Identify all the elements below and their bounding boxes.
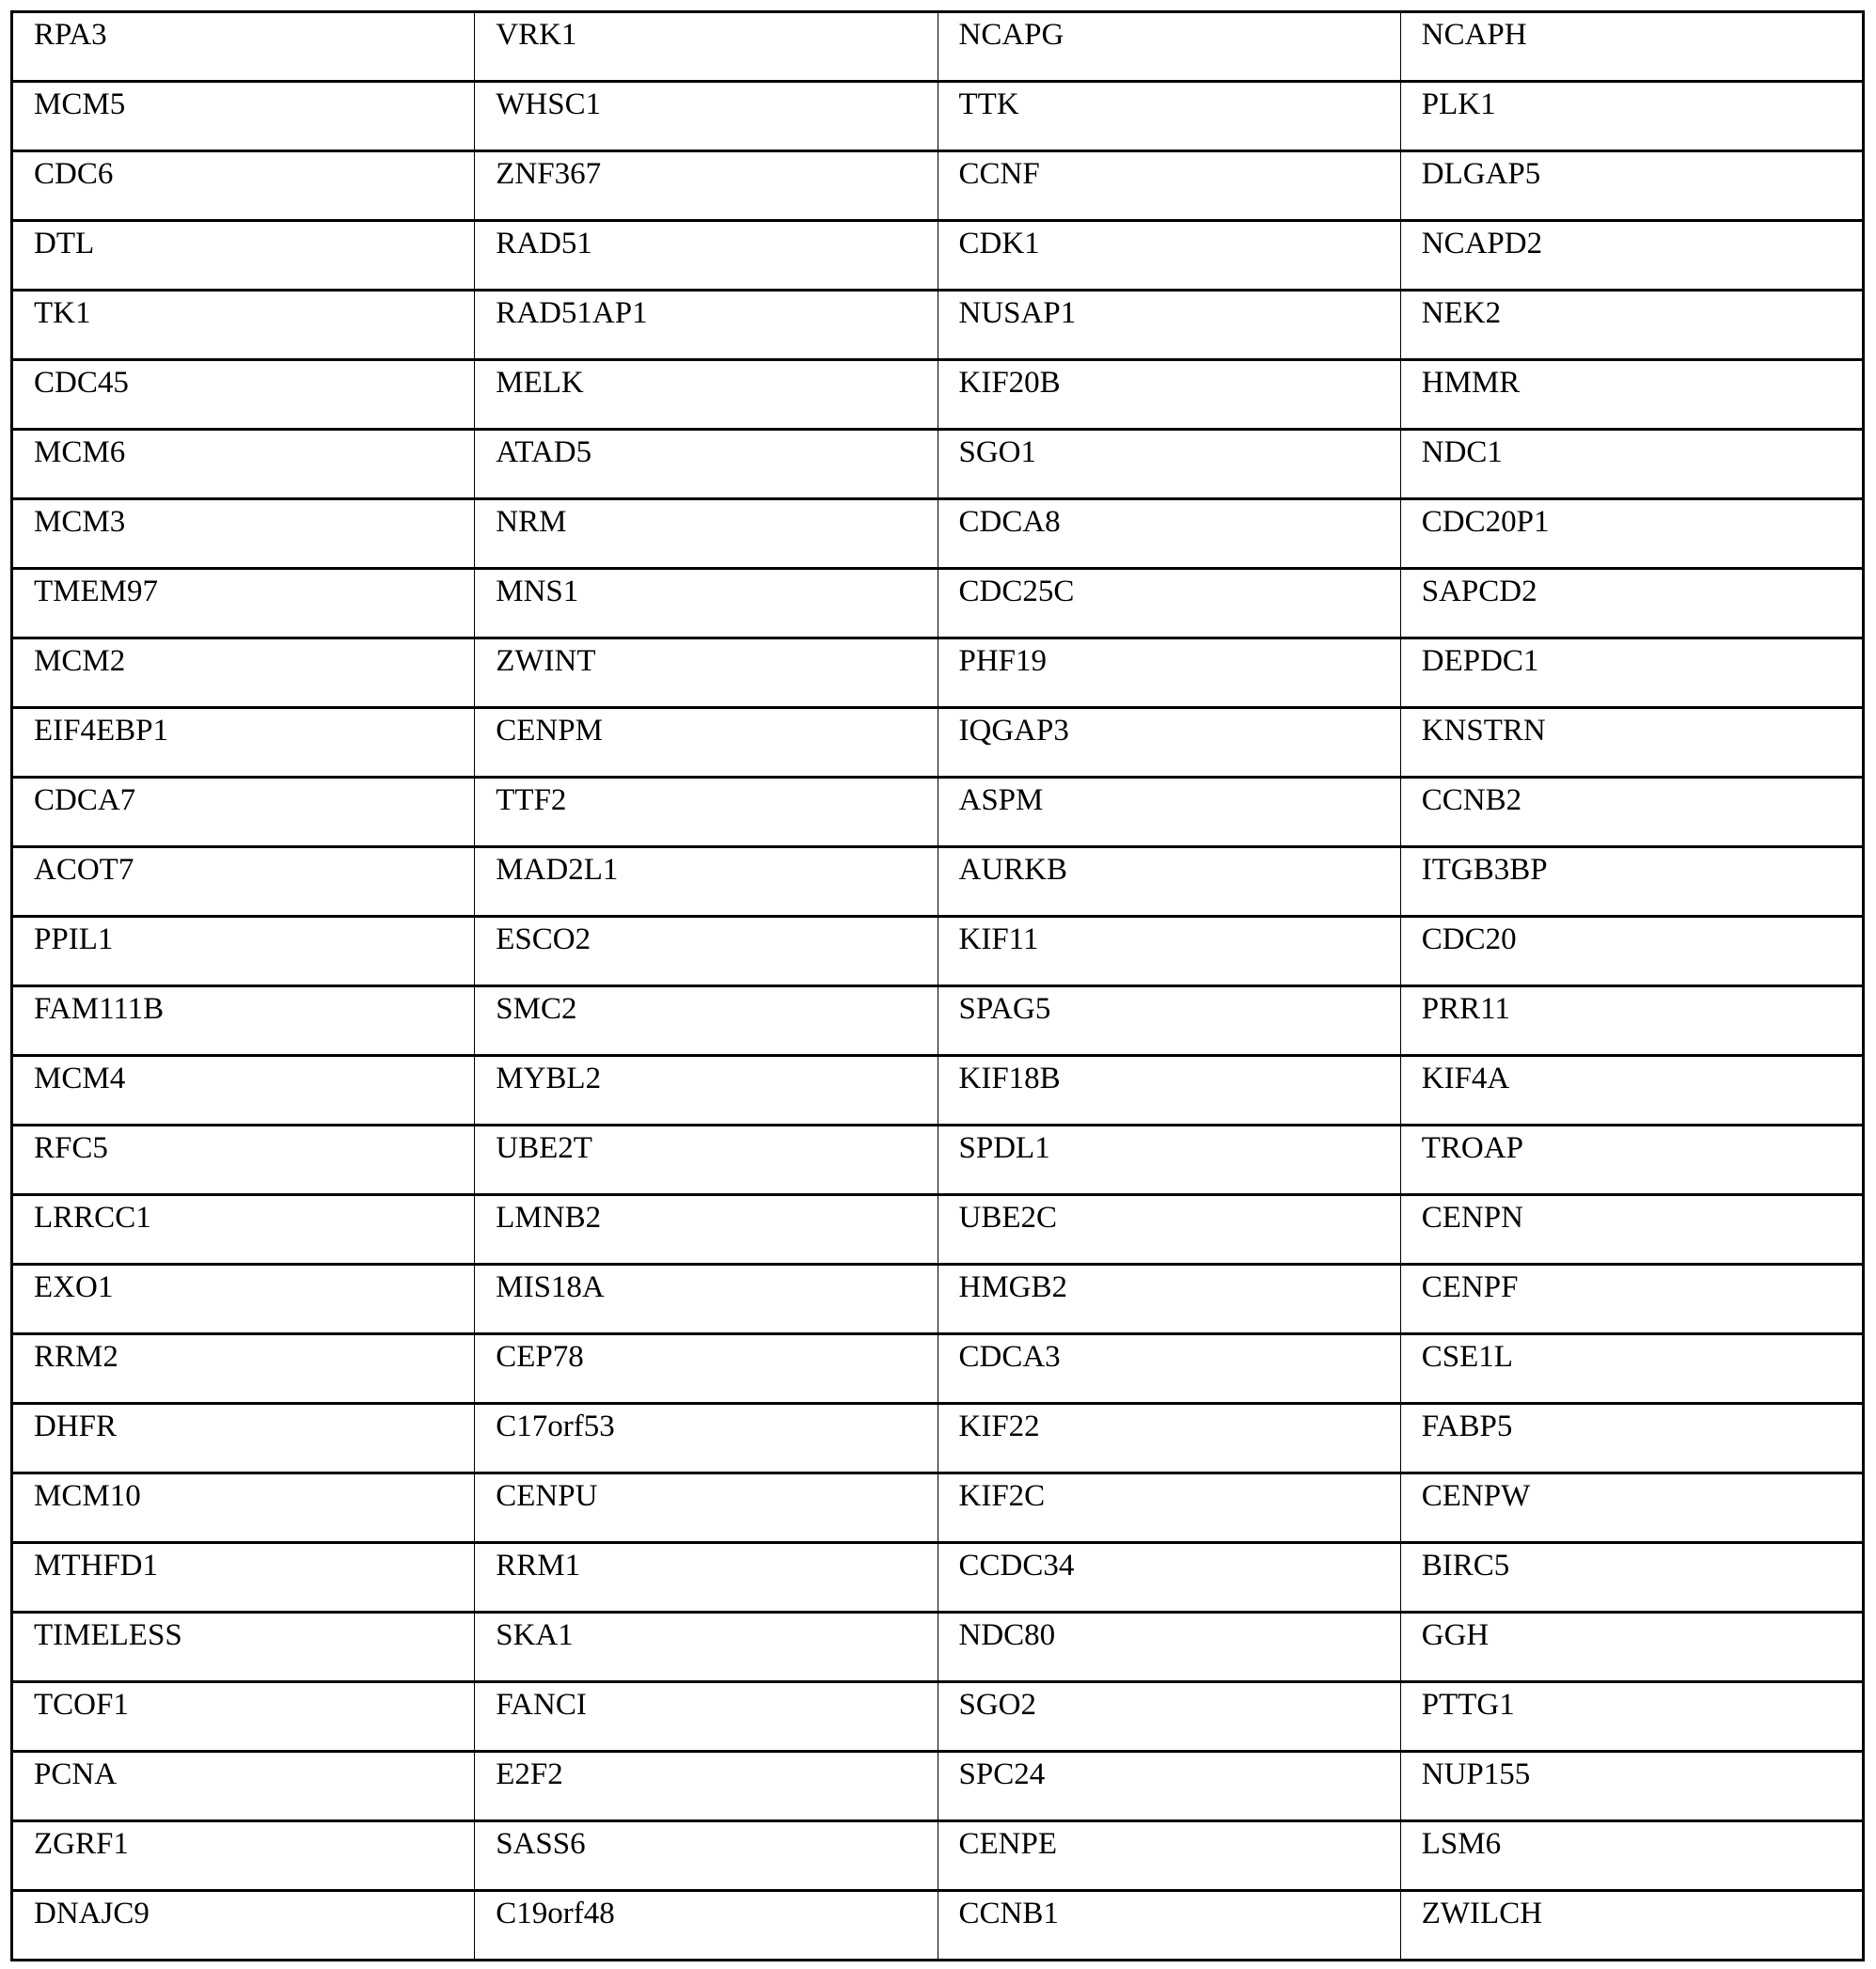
- table-cell: NDC1: [1400, 430, 1863, 499]
- table-cell: PHF19: [938, 638, 1400, 708]
- table-cell: TIMELESS: [12, 1613, 475, 1682]
- table-row: [12, 1334, 1864, 1404]
- table-row: [12, 986, 1864, 1056]
- table-cell: NUP155: [1400, 1752, 1863, 1821]
- table-cell: SPAG5: [938, 986, 1400, 1056]
- table-cell: SGO2: [938, 1682, 1400, 1752]
- table-cell: ZNF367: [475, 151, 938, 221]
- table-cell: CEP78: [475, 1334, 938, 1404]
- table-row: [12, 778, 1864, 847]
- table-cell: MCM2: [12, 638, 475, 708]
- table-row: [12, 221, 1864, 291]
- table-cell: CDCA7: [12, 778, 475, 847]
- table-cell: ITGB3BP: [1400, 847, 1863, 917]
- table-cell: DEPDC1: [1400, 638, 1863, 708]
- table-cell: NEK2: [1400, 291, 1863, 360]
- table-cell: DTL: [12, 221, 475, 291]
- table-cell: LRRCC1: [12, 1195, 475, 1265]
- table-cell: MIS18A: [475, 1265, 938, 1334]
- table-cell: C19orf48: [475, 1891, 938, 1961]
- table-cell: NUSAP1: [938, 291, 1400, 360]
- table-cell: SKA1: [475, 1613, 938, 1682]
- table-cell: CCDC34: [938, 1543, 1400, 1613]
- table-row: [12, 847, 1864, 917]
- table-cell: PLK1: [1400, 82, 1863, 151]
- table-cell: ASPM: [938, 778, 1400, 847]
- table-cell: ESCO2: [475, 917, 938, 986]
- table-cell: LSM6: [1400, 1821, 1863, 1891]
- table-row: [12, 499, 1864, 569]
- table-cell: CCNB1: [938, 1891, 1400, 1961]
- table-cell: DLGAP5: [1400, 151, 1863, 221]
- table-row: [12, 1891, 1864, 1961]
- table-cell: KIF20B: [938, 360, 1400, 430]
- table-cell: FANCI: [475, 1682, 938, 1752]
- table-cell: MCM3: [12, 499, 475, 569]
- table-cell: NCAPG: [938, 12, 1400, 82]
- table-cell: SPDL1: [938, 1126, 1400, 1195]
- table-row: [12, 430, 1864, 499]
- table-cell: LMNB2: [475, 1195, 938, 1265]
- table-cell: MCM5: [12, 82, 475, 151]
- table-cell: MYBL2: [475, 1056, 938, 1126]
- table-cell: CENPW: [1400, 1473, 1863, 1543]
- table-cell: GGH: [1400, 1613, 1863, 1682]
- table-cell: CCNB2: [1400, 778, 1863, 847]
- table-row: [12, 1126, 1864, 1195]
- table-cell: CENPU: [475, 1473, 938, 1543]
- table-cell: TTF2: [475, 778, 938, 847]
- table-cell: SPC24: [938, 1752, 1400, 1821]
- table-cell: CDC25C: [938, 569, 1400, 638]
- table-cell: CENPF: [1400, 1265, 1863, 1334]
- table-cell: SASS6: [475, 1821, 938, 1891]
- table-cell: HMMR: [1400, 360, 1863, 430]
- table-row: [12, 917, 1864, 986]
- table-cell: KIF22: [938, 1404, 1400, 1473]
- table-cell: KNSTRN: [1400, 708, 1863, 778]
- table-cell: KIF4A: [1400, 1056, 1863, 1126]
- table-cell: CDC20P1: [1400, 499, 1863, 569]
- table-row: [12, 360, 1864, 430]
- table-row: [12, 1821, 1864, 1891]
- table-row: [12, 1056, 1864, 1126]
- table-cell: RAD51AP1: [475, 291, 938, 360]
- table-cell: CENPE: [938, 1821, 1400, 1891]
- table-cell: EXO1: [12, 1265, 475, 1334]
- table-cell: NCAPD2: [1400, 221, 1863, 291]
- table-cell: TK1: [12, 291, 475, 360]
- table-cell: UBE2T: [475, 1126, 938, 1195]
- table-cell: PCNA: [12, 1752, 475, 1821]
- table-cell: CSE1L: [1400, 1334, 1863, 1404]
- table-cell: KIF2C: [938, 1473, 1400, 1543]
- table-cell: ACOT7: [12, 847, 475, 917]
- table-cell: NCAPH: [1400, 12, 1863, 82]
- table-row: [12, 291, 1864, 360]
- table-cell: TMEM97: [12, 569, 475, 638]
- table-row: [12, 1404, 1864, 1473]
- table-cell: CDK1: [938, 221, 1400, 291]
- table-cell: E2F2: [475, 1752, 938, 1821]
- table-cell: NRM: [475, 499, 938, 569]
- table-cell: TCOF1: [12, 1682, 475, 1752]
- table-cell: ZGRF1: [12, 1821, 475, 1891]
- table-cell: BIRC5: [1400, 1543, 1863, 1613]
- table-cell: SGO1: [938, 430, 1400, 499]
- table-cell: VRK1: [475, 12, 938, 82]
- table-row: [12, 1682, 1864, 1752]
- table-cell: CENPN: [1400, 1195, 1863, 1265]
- table-cell: CCNF: [938, 151, 1400, 221]
- table-cell: DNAJC9: [12, 1891, 475, 1961]
- table-cell: DHFR: [12, 1404, 475, 1473]
- table-cell: MAD2L1: [475, 847, 938, 917]
- table-cell: NDC80: [938, 1613, 1400, 1682]
- table-cell: MCM10: [12, 1473, 475, 1543]
- table-cell: CDCA3: [938, 1334, 1400, 1404]
- table-row: [12, 708, 1864, 778]
- table-cell: IQGAP3: [938, 708, 1400, 778]
- table-cell: SMC2: [475, 986, 938, 1056]
- table-cell: KIF18B: [938, 1056, 1400, 1126]
- table-cell: RRM2: [12, 1334, 475, 1404]
- table-cell: ZWILCH: [1400, 1891, 1863, 1961]
- table-row: [12, 151, 1864, 221]
- table-cell: CENPM: [475, 708, 938, 778]
- table-cell: FAM111B: [12, 986, 475, 1056]
- table-row: [12, 1265, 1864, 1334]
- table-cell: PRR11: [1400, 986, 1863, 1056]
- table-row: [12, 1473, 1864, 1543]
- table-cell: MTHFD1: [12, 1543, 475, 1613]
- table-row: [12, 82, 1864, 151]
- table-row: [12, 12, 1864, 82]
- table-cell: WHSC1: [475, 82, 938, 151]
- gene-table: [10, 10, 1865, 1961]
- table-row: [12, 638, 1864, 708]
- table-cell: PPIL1: [12, 917, 475, 986]
- table-cell: ZWINT: [475, 638, 938, 708]
- table-row: [12, 1543, 1864, 1613]
- table-row: [12, 569, 1864, 638]
- table-cell: ATAD5: [475, 430, 938, 499]
- table-cell: MNS1: [475, 569, 938, 638]
- table-cell: C17orf53: [475, 1404, 938, 1473]
- table-cell: RRM1: [475, 1543, 938, 1613]
- table-row: [12, 1752, 1864, 1821]
- table-cell: CDC6: [12, 151, 475, 221]
- table-cell: SAPCD2: [1400, 569, 1863, 638]
- table-cell: MCM6: [12, 430, 475, 499]
- table-cell: AURKB: [938, 847, 1400, 917]
- table-cell: MELK: [475, 360, 938, 430]
- table-cell: RPA3: [12, 12, 475, 82]
- gene-table-body: [12, 12, 1864, 1961]
- table-cell: TTK: [938, 82, 1400, 151]
- table-cell: CDC45: [12, 360, 475, 430]
- table-cell: CDC20: [1400, 917, 1863, 986]
- table-cell: KIF11: [938, 917, 1400, 986]
- table-cell: RAD51: [475, 221, 938, 291]
- table-row: [12, 1195, 1864, 1265]
- table-cell: RFC5: [12, 1126, 475, 1195]
- table-cell: MCM4: [12, 1056, 475, 1126]
- table-row: [12, 1613, 1864, 1682]
- table-cell: FABP5: [1400, 1404, 1863, 1473]
- table-cell: UBE2C: [938, 1195, 1400, 1265]
- table-cell: PTTG1: [1400, 1682, 1863, 1752]
- table-cell: CDCA8: [938, 499, 1400, 569]
- table-cell: TROAP: [1400, 1126, 1863, 1195]
- table-cell: EIF4EBP1: [12, 708, 475, 778]
- table-cell: HMGB2: [938, 1265, 1400, 1334]
